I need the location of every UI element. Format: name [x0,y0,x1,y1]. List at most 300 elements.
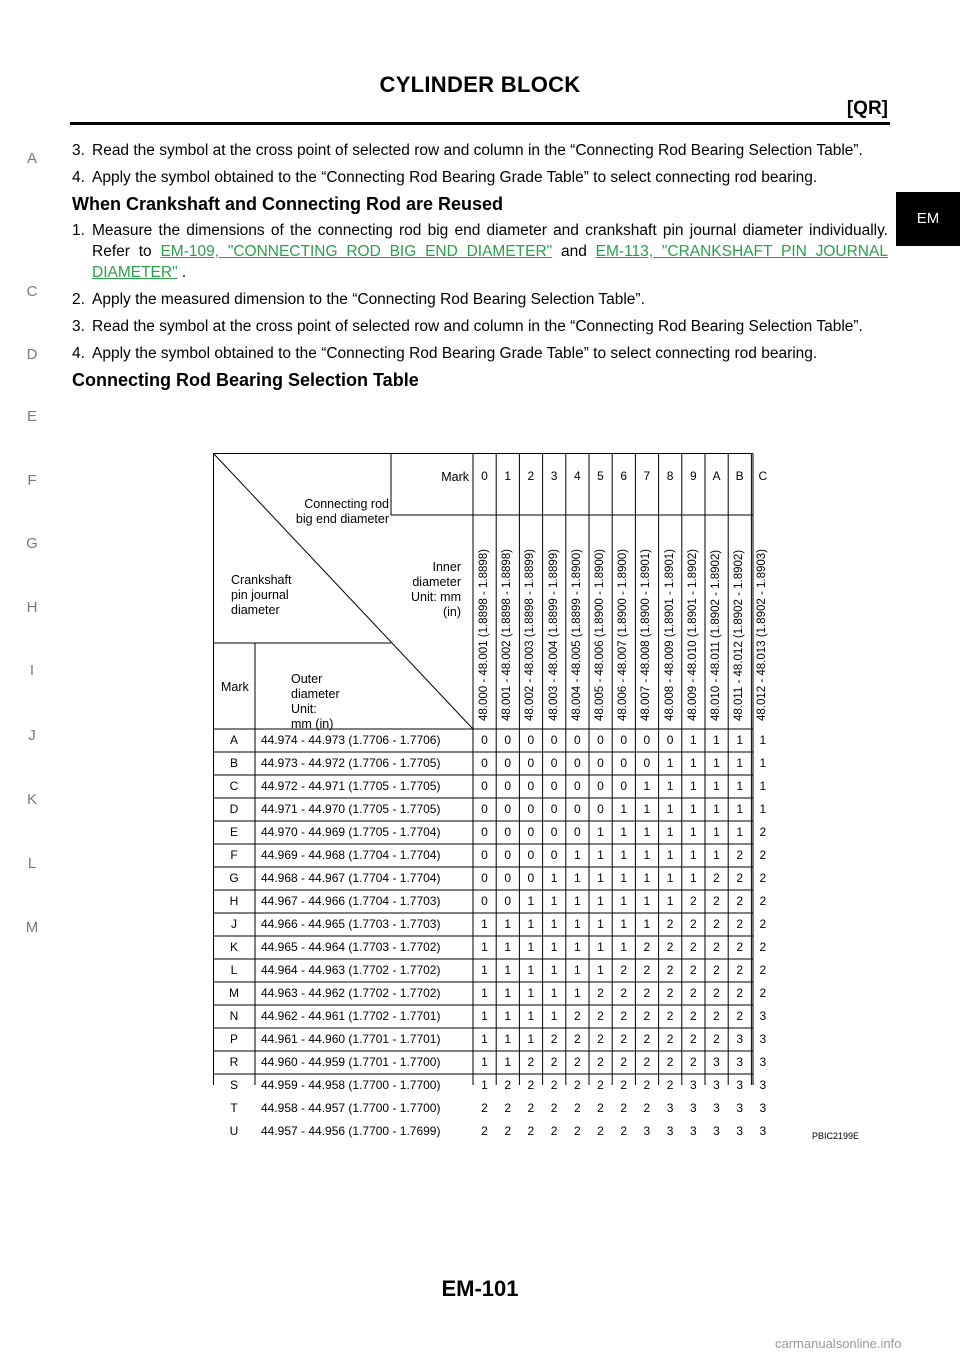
table-cell: 1 [689,871,697,885]
table-cell: 2 [504,1124,512,1138]
column-range: 48.001 - 48.002 (1.8898 - 1.8898) [501,549,514,721]
figure-code: PBIC2199E [812,1131,860,1141]
column-range: 48.010 - 48.011 (1.8902 - 1.8902) [710,549,722,721]
table-cell: 2 [550,1124,558,1138]
row-mark: A [229,733,238,747]
section-tab-active[interactable]: EM [896,192,960,246]
row-mark: C [229,779,239,793]
header-inner-diameter-label: Inner diameter Unit: mm (in) [411,560,461,619]
column-mark: 2 [527,469,535,483]
table-cell: 2 [713,871,720,885]
table-cell: 2 [481,1101,488,1115]
table-cell: 1 [689,825,697,839]
table-cell: 2 [689,1032,697,1046]
table-cell: 0 [573,802,581,816]
table-cell: 1 [759,802,767,816]
table-cell: 1 [620,894,628,908]
row-range: 44.963 - 44.962 (1.7702 - 1.7702) [261,986,441,1000]
table-cell: 2 [643,986,651,1000]
column-mark: 6 [620,469,628,483]
table-cell: 2 [713,1009,720,1023]
table-cell: 0 [550,802,558,816]
section-tab-m[interactable]: M [25,919,39,936]
table-cell: 1 [597,940,604,954]
table-cell: 3 [736,1055,744,1069]
table-cell: 1 [759,733,767,747]
table-cell: 2 [573,1032,581,1046]
table-cell: 3 [736,1101,744,1115]
table-cell: 1 [527,940,535,954]
table-cell: 2 [527,1055,535,1069]
table-cell: 0 [550,779,558,793]
link-conrod-big-end[interactable]: EM-109, "CONNECTING ROD BIG END DIAMETER" [160,243,553,260]
row-range: 44.957 - 44.956 (1.7700 - 1.7699) [261,1124,441,1138]
table-cell: 0 [597,733,604,747]
table-cell: 2 [620,1009,628,1023]
table-cell: 1 [481,963,488,977]
table-cell: 1 [666,779,674,793]
row-mark: U [229,1124,239,1138]
table-cell: 2 [736,963,744,977]
table-cell: 3 [759,1101,767,1115]
row-mark: S [229,1078,238,1092]
table-cell: 2 [620,1032,628,1046]
row-mark: L [230,963,238,977]
table-cell: 1 [620,940,628,954]
table-cell: 1 [527,986,535,1000]
table-cell: 0 [504,871,512,885]
table-row [213,913,767,936]
row-mark: J [231,917,237,931]
table-cell: 1 [550,917,558,931]
header-mark-column: Mark [441,470,469,484]
table-cell: 2 [736,1009,744,1023]
table-cell: 0 [597,802,604,816]
table-cell: 2 [736,917,744,931]
table-cell: 2 [689,1055,697,1069]
row-range: 44.971 - 44.970 (1.7705 - 1.7705) [261,802,441,816]
table-cell: 1 [504,917,512,931]
table-cell: 0 [550,756,558,770]
table-cell: 0 [643,756,651,770]
table-cell: 2 [689,986,697,1000]
row-mark: P [229,1032,238,1046]
page-content [72,140,888,396]
reuse-step-3: 3. Read the symbol at the cross point of selected row and column in the “Connecting Rod Bearing Selection Table”. [72,318,863,335]
table-cell: 1 [713,779,720,793]
column-range: 48.011 - 48.012 (1.8902 - 1.8902) [733,549,746,721]
table-cell: 3 [759,1124,767,1138]
row-range: 44.970 - 44.969 (1.7705 - 1.7704) [261,825,441,839]
table-cell: 3 [713,1078,720,1092]
section-tab-d[interactable]: D [26,346,38,363]
row-mark: G [229,871,239,885]
section-tab-g[interactable]: G [26,535,38,552]
table-cell: 0 [481,825,488,839]
table-cell: 1 [597,963,604,977]
column-range: 48.009 - 48.010 (1.8901 - 1.8902) [686,549,699,721]
table-cell: 2 [713,917,720,931]
section-tab-a[interactable]: A [26,150,37,167]
table-cell: 2 [527,1101,535,1115]
table-cell: 2 [666,1055,674,1069]
table-cell: 0 [620,756,628,770]
table-cell: 0 [481,848,488,862]
column-mark: 4 [573,469,581,483]
section-tab-l[interactable]: L [27,855,37,872]
row-mark: K [229,940,238,954]
table-row [213,982,767,1005]
table-cell: 1 [550,1009,558,1023]
column-mark: 5 [597,469,604,483]
column-range: 48.004 - 48.005 (1.8899 - 1.8900) [570,549,583,721]
table-cell: 2 [620,986,628,1000]
table-cell: 0 [504,802,512,816]
table-cell: 1 [527,1009,535,1023]
table-cell: 2 [666,986,674,1000]
table-cell: 2 [550,1078,558,1092]
table-cell: 0 [504,756,512,770]
table-cell: 1 [527,1032,535,1046]
table-cell: 2 [620,963,628,977]
table-cell: 3 [689,1078,697,1092]
row-range: 44.972 - 44.971 (1.7705 - 1.7705) [261,779,441,793]
table-cell: 2 [527,1124,535,1138]
table-cell: 3 [736,1032,744,1046]
section-tab-j[interactable]: J [28,727,36,744]
table-cell: 3 [713,1055,720,1069]
table-cell: 1 [481,1078,488,1092]
table-cell: 2 [666,1009,674,1023]
column-range: 48.012 - 48.013 (1.8902 - 1.8903) [756,549,769,721]
table-cell: 0 [504,779,512,793]
table-cell: 1 [759,779,767,793]
table-cell: 0 [527,733,535,747]
table-cell: 1 [620,802,628,816]
column-range: 48.005 - 48.006 (1.8900 - 1.8900) [594,549,606,721]
table-cell: 0 [527,871,535,885]
table-row [213,775,767,798]
engine-code: [QR] [846,98,888,119]
table-cell: 2 [689,917,697,931]
table-cell: 1 [573,986,581,1000]
table-cell: 2 [759,848,767,862]
table-cell: 1 [504,1055,512,1069]
table-cell: 2 [597,1055,604,1069]
table-row [213,729,767,752]
reuse-step-1: 1. Measure the dimensions of the connecting rod big end diameter and crankshaft pin journal diameter individually. Refer to EM-109, "CONNECTING ROD BIG END DIAMETER" and EM-113, "CRANKSHAFT PIN JOURNAL DIAMETER" . [72,222,888,281]
table-cell: 2 [736,940,744,954]
table-cell: 0 [597,756,604,770]
table-cell: 0 [573,733,581,747]
table-row [213,1005,767,1028]
table-cell: 2 [736,871,744,885]
table-cell: 2 [504,1101,512,1115]
table-cell: 1 [643,802,651,816]
table-cell: 2 [759,894,767,908]
step-3: 3. Read the symbol at the cross point of selected row and column in the “Connecting Rod Bearing Selection Table”. [72,142,863,159]
table-cell: 1 [504,986,512,1000]
header-mark-row: Mark [221,680,249,694]
table-cell: 0 [481,802,488,816]
table-cell: 2 [736,848,744,862]
table-cell: 1 [643,825,651,839]
table-row [213,1074,767,1097]
row-range: 44.959 - 44.958 (1.7700 - 1.7700) [261,1078,441,1092]
column-mark: 3 [550,469,558,483]
column-range: 48.008 - 48.009 (1.8901 - 1.8901) [663,549,676,721]
reuse-step-4: 4. Apply the symbol obtained to the “Connecting Rod Bearing Grade Table” to select connecting rod bearing. [72,345,818,362]
table-cell: 1 [643,894,651,908]
table-cell: 0 [481,733,488,747]
table-cell: 2 [713,894,720,908]
section-tab-c[interactable]: C [26,283,38,300]
table-row [213,1051,767,1074]
column-range: 48.000 - 48.001 (1.8898 - 1.8898) [478,549,490,721]
table-cell: 0 [481,871,488,885]
section-tab-f[interactable]: F [27,472,37,489]
table-cell: 2 [759,940,767,954]
row-mark: D [229,802,239,816]
table-cell: 2 [759,986,767,1000]
table-cell: 0 [481,756,488,770]
section-tab-k[interactable]: K [26,791,37,808]
table-cell: 0 [666,733,674,747]
table-cell: 1 [643,871,651,885]
table-cell: 1 [666,825,674,839]
table-row [213,844,767,867]
table-cell: 1 [713,848,720,862]
header-crankshaft-label: Crankshaft pin journal diameter [231,573,292,617]
step-4: 4. Apply the symbol obtained to the “Connecting Rod Bearing Grade Table” to select connecting rod bearing. [72,169,818,186]
table-cell: 0 [550,848,558,862]
table-cell: 2 [573,1078,581,1092]
table-cell: 3 [736,1078,744,1092]
column-mark: C [758,469,768,483]
watermark: carmanualsonline.info [775,1336,902,1351]
row-mark: T [230,1101,238,1115]
table-cell: 2 [759,917,767,931]
table-cell: 1 [597,917,604,931]
table-cell: 2 [620,1078,628,1092]
table-cell: 0 [550,825,558,839]
table-cell: 2 [666,917,674,931]
table-cell: 1 [643,917,651,931]
table-cell: 1 [736,756,744,770]
table-cell: 1 [736,733,744,747]
table-cell: 1 [481,1009,488,1023]
table-cell: 2 [713,963,720,977]
table-cell: 1 [713,733,720,747]
table-cell: 2 [666,940,674,954]
table-cell: 2 [643,940,651,954]
table-cell: 1 [550,940,558,954]
row-range: 44.965 - 44.964 (1.7703 - 1.7702) [261,940,441,954]
table-cell: 1 [573,940,581,954]
table-cell: 3 [736,1124,744,1138]
table-cell: 1 [481,1032,488,1046]
table-cell: 2 [573,1009,581,1023]
table-cell: 3 [759,1009,767,1023]
table-cell: 2 [643,1101,651,1115]
table-cell: 1 [643,779,651,793]
table-row [213,1120,767,1143]
section-tab-h[interactable]: H [26,599,38,616]
table-cell: 3 [643,1124,651,1138]
table-cell: 2 [481,1124,488,1138]
table-cell: 1 [527,963,535,977]
table-cell: 3 [689,1101,697,1115]
table-cell: 2 [597,1078,604,1092]
table-cell: 3 [759,1078,767,1092]
table-cell: 2 [573,1055,581,1069]
header-outer-diameter-label: Outer diameter Unit: mm (in) [291,672,340,731]
section-heading-reuse: When Crankshaft and Connecting Rod are Reused [72,194,504,214]
table-cell: 1 [550,986,558,1000]
table-cell: 1 [759,756,767,770]
table-cell: 3 [713,1101,720,1115]
table-row [213,890,767,913]
table-cell: 0 [527,756,535,770]
row-mark: M [229,986,239,1000]
table-cell: 2 [643,1009,651,1023]
table-cell: 2 [689,894,697,908]
row-mark: N [229,1009,239,1023]
column-mark: B [735,469,744,483]
table-cell: 0 [527,825,535,839]
reuse-step-2: 2. Apply the measured dimension to the “Connecting Rod Bearing Selection Table”. [72,291,645,308]
table-cell: 0 [597,779,604,793]
table-cell: 1 [736,802,744,816]
column-range: 48.007 - 48.008 (1.8900 - 1.8901) [640,549,653,721]
table-cell: 0 [527,802,535,816]
table-row [213,1097,767,1120]
header-conrod-label: Connecting rod big end diameter [295,497,389,526]
row-range: 44.958 - 44.957 (1.7700 - 1.7700) [261,1101,441,1115]
table-cell: 1 [713,802,720,816]
table-cell: 1 [666,848,674,862]
table-cell: 2 [643,1078,651,1092]
row-mark: H [229,894,239,908]
table-cell: 1 [527,894,535,908]
row-range: 44.967 - 44.966 (1.7704 - 1.7703) [261,894,441,908]
table-cell: 1 [597,848,604,862]
column-mark: 8 [666,469,674,483]
table-cell: 2 [759,871,767,885]
table-cell: 3 [713,1124,720,1138]
table-cell: 1 [504,1032,512,1046]
row-range: 44.973 - 44.972 (1.7706 - 1.7705) [261,756,441,770]
table-cell: 0 [481,779,488,793]
table-cell: 2 [736,894,744,908]
table-cell: 1 [620,917,628,931]
table-cell: 2 [643,963,651,977]
table-cell: 2 [759,963,767,977]
table-cell: 0 [504,848,512,862]
table-cell: 0 [504,733,512,747]
table-cell: 1 [620,825,628,839]
table-cell: 1 [481,986,488,1000]
table-cell: 0 [620,733,628,747]
table-cell: 2 [620,1124,628,1138]
table-cell: 1 [597,825,604,839]
table-cell: 1 [689,756,697,770]
table-cell: 0 [527,779,535,793]
table-cell: 0 [620,779,628,793]
column-mark: 0 [481,469,488,483]
table-cell: 1 [713,756,720,770]
section-tab-e[interactable]: E [26,408,37,425]
table-cell: 1 [689,733,697,747]
table-cell: 2 [550,1055,558,1069]
row-range: 44.966 - 44.965 (1.7703 - 1.7703) [261,917,441,931]
column-mark: 7 [643,469,651,483]
table-cell: 2 [550,1101,558,1115]
row-range: 44.968 - 44.967 (1.7704 - 1.7704) [261,871,441,885]
table-cell: 2 [713,986,720,1000]
table-cell: 2 [573,1124,581,1138]
table-heading: Connecting Rod Bearing Selection Table [72,370,419,390]
table-cell: 2 [550,1032,558,1046]
table-row [213,959,767,982]
table-row [213,821,767,844]
table-cell: 2 [689,940,697,954]
row-range: 44.974 - 44.973 (1.7706 - 1.7706) [261,733,441,747]
table-cell: 1 [689,802,697,816]
table-row [213,867,767,890]
table-cell: 3 [689,1124,697,1138]
table-cell: 1 [573,848,581,862]
table-cell: 1 [643,848,651,862]
table-cell: 3 [666,1101,674,1115]
row-range: 44.969 - 44.968 (1.7704 - 1.7704) [261,848,441,862]
table-cell: 2 [759,825,767,839]
table-cell: 1 [481,1055,488,1069]
column-mark: 9 [689,469,697,483]
table-cell: 1 [573,963,581,977]
table-cell: 2 [597,1032,604,1046]
column-mark: 1 [504,469,512,483]
table-cell: 2 [666,1078,674,1092]
table-cell: 1 [736,825,744,839]
link-crankshaft-pin-journal[interactable]: EM-113, "CRANKSHAFT PIN JOURNAL DIAMETER" [92,243,888,281]
section-tab-i[interactable]: I [29,662,35,679]
page-title: CYLINDER BLOCK [379,72,581,97]
table-row [213,936,767,959]
row-range: 44.961 - 44.960 (1.7701 - 1.7701) [261,1032,441,1046]
table-cell: 1 [481,940,488,954]
table-cell: 2 [573,1101,581,1115]
table-cell: 1 [666,894,674,908]
table-cell: 1 [504,963,512,977]
table-cell: 1 [550,894,558,908]
table-cell: 1 [573,894,581,908]
table-cell: 1 [597,871,604,885]
row-mark: E [229,825,238,839]
row-range: 44.960 - 44.959 (1.7701 - 1.7700) [261,1055,441,1069]
row-range: 44.962 - 44.961 (1.7702 - 1.7701) [261,1009,441,1023]
table-cell: 1 [620,871,628,885]
table-cell: 1 [713,825,720,839]
table-cell: 2 [689,1009,697,1023]
table-cell: 1 [736,779,744,793]
table-cell: 2 [736,986,744,1000]
table-cell: 1 [573,917,581,931]
table-cell: 0 [643,733,651,747]
table-cell: 1 [689,779,697,793]
column-range: 48.003 - 48.004 (1.8899 - 1.8899) [547,549,560,721]
header-rule [70,122,890,125]
